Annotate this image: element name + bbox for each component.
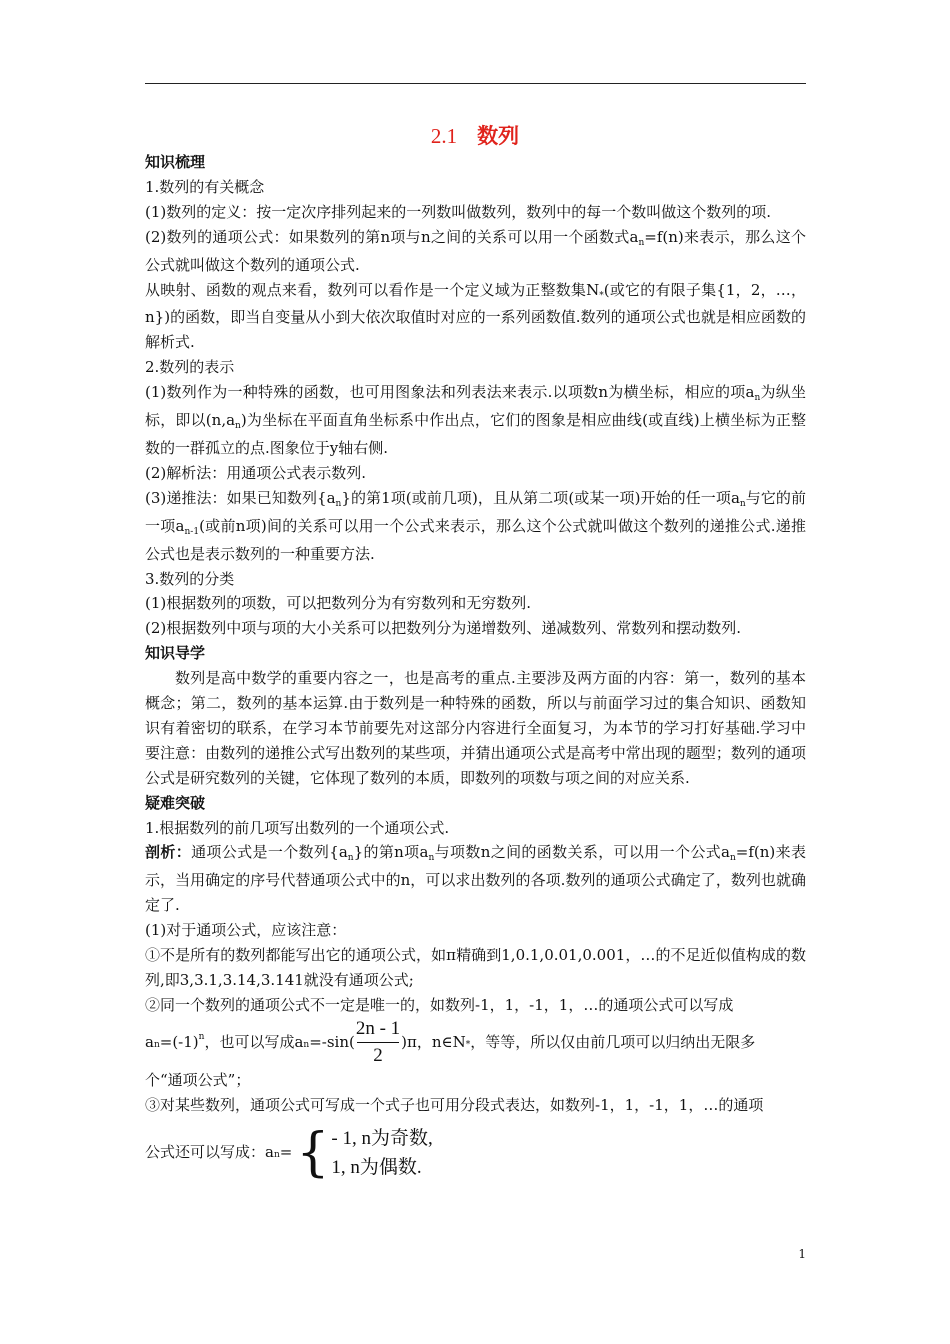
heading-zhishi-daoxue: 知识导学 xyxy=(145,644,206,663)
paragraph-recursive-method: (3)递推法：如果已知数列$\{a_n\}$的第1项(或前几项)，且从第二项(或某一项)开始的任一项$a_n$与它的前一项$a_{n-1}$(或前n项)间的关系可以用一个公式来表示，那么这个公式就叫做这个数列的递推公式.递推公式也是表示数列的一种重要方法. xyxy=(145,488,807,563)
paragraph-analytic-method: (2)解析法：用通项公式表示数列. xyxy=(145,463,367,482)
paragraph-note-intro: (1)对于通项公式，应该注意： xyxy=(145,921,347,940)
subheading-write-general-term: 1.根据数列的前几项写出数列的一个通项公式. xyxy=(145,818,450,837)
paragraph-note-2: ②同一个数列的通项公式不一定是唯一的，如数列-1，1，-1，1，…的通项公式可以写成 xyxy=(145,995,734,1014)
page-title xyxy=(0,122,950,150)
section-number: 2.1 xyxy=(430,124,458,148)
case-odd: - 1, n为奇数, xyxy=(331,1127,433,1149)
paragraph-finite-infinite: (1)根据数列的项数，可以把数列分为有穷数列和无穷数列. xyxy=(145,594,532,613)
paragraph-general-term: (2)数列的通项公式：如果数列的第n项与n之间的关系可以用一个函数式$a_n=f(n)$来表示，那么这个公式就叫做这个数列的通项公式. xyxy=(145,227,806,274)
paragraph-definition: (1)数列的定义：按一定次序排列起来的一列数叫做数列，数列中的每一个数叫做这个数列的项. xyxy=(145,202,772,221)
piecewise-cases xyxy=(331,1124,432,1182)
section-title: 数列 xyxy=(477,123,520,148)
subheading-classification: 3.数列的分类 xyxy=(145,569,235,588)
case-even: 1, n为偶数. xyxy=(331,1156,422,1178)
paragraph-analysis: 剖析：通项公式是一个数列$\{a_n\}$的第n项$a_n$与项数n之间的函数关系，可以用一个公式$a_n=f(n)$来表示，当用确定的序号代替通项公式中的n，可以求出数列的各项.数列的通项公式确定了，数列也就确定了. xyxy=(145,843,806,915)
fraction-2n-1-over-2 xyxy=(356,1017,400,1068)
analysis-label: 剖析： xyxy=(145,843,192,862)
paragraph-monotonic: (2)根据数列中项与项的大小关系可以把数列分为递增数列、递减数列、常数列和摆动数列. xyxy=(145,619,742,638)
paragraph-graph-method: (1)数列作为一种特殊的函数，也可用图象法和列表法来表示.以项数n为横坐标，相应的项$a_n$为纵坐标，即以$(n,a_n)$为坐标在平面直角坐标系中作出点，它们的图象是相应曲线(或直线)上横坐标为正整数的一群孤立的点.图象位于y轴右侧. xyxy=(145,383,806,457)
subheading-representation: 2.数列的表示 xyxy=(145,358,235,377)
fraction-bar xyxy=(357,1042,399,1043)
document-body xyxy=(145,150,806,1188)
page-number: 1 xyxy=(798,1247,806,1261)
fraction-denominator: 2 xyxy=(373,1045,383,1067)
paragraph-guide: 数列是高中数学的重要内容之一，也是高考的重点.主要涉及两方面的内容：第一，数列的基本概念；第二，数列的基本运算.由于数列是一种特殊的函数，所以与前面学习过的集合知识、函数知识有着密切的联系，在学习本节前要先对这部分内容进行全面复习，为本节的学习打好基础.学习中要注意：由数列的递推公式写出数列的某些项，并猜出通项公式是高考中常出现的题型；数列的通项公式是研究数列的关键，它体现了数列的本质，即数列的项数与项之间的对应关系. xyxy=(145,669,806,787)
paragraph-note-2-end: 个“通项公式”； xyxy=(145,1070,251,1089)
header-rule xyxy=(145,83,806,84)
fraction-numerator: 2n - 1 xyxy=(355,1018,401,1040)
heading-yinan-tupo: 疑难突破 xyxy=(145,793,206,812)
paragraph-function-view: 从映射、函数的观点来看，数列可以看作是一个定义域为正整数集$N_*$(或它的有限子集{1，2，…，n})的函数，即当自变量从小到大依次取值时对应的一系列函数值.数列的通项公式也就是相应函数的解析式. xyxy=(145,280,806,352)
formula-piecewise: 公式还可以写成：a n = { - 1, n为奇数, 1, n为偶数. xyxy=(145,1122,433,1183)
heading-zhishi-shuli: 知识梳理 xyxy=(145,153,206,171)
paragraph-note-3: ③对某些数列，通项公式可写成一个式子也可用分段式表达，如数列-1，1，-1，1，…的通项 xyxy=(145,1095,764,1114)
subheading-concepts: 1.数列的有关概念 xyxy=(145,177,265,196)
left-brace-icon: { xyxy=(296,1122,330,1183)
formula-line-sin: a n =(-1) n ，也可以写成a n =-sin( $\frac{2n - 1}{2}$ )π，n∈N * ，等等，所以仅由前几项可以归纳出无限多 xyxy=(145,1018,756,1067)
paragraph-note-1: ①不是所有的数列都能写出它的通项公式，如π精确到1,0.1,0.01,0.001，…的不足近似值构成的数列,即3,3.1,3.14,3.141就没有通项公式; xyxy=(145,946,806,989)
